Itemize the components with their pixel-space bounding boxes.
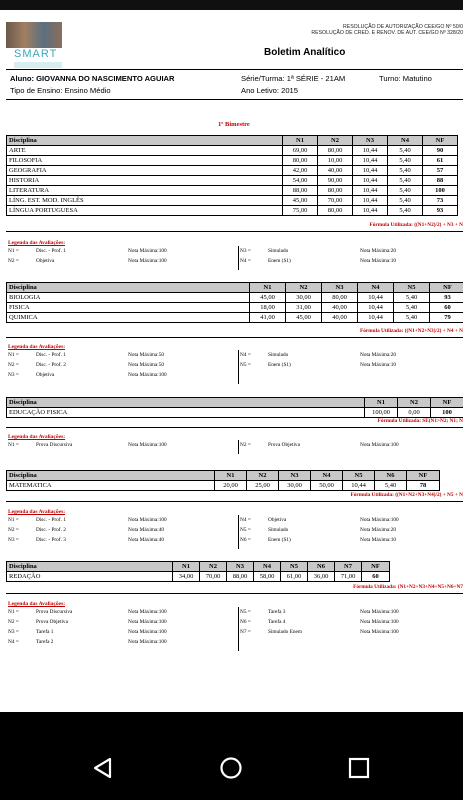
legend-item: N1 = Prova Discursiva Nota Máxima:100	[8, 609, 167, 615]
back-icon[interactable]	[90, 755, 116, 781]
page-title: Boletim Analítico	[264, 47, 346, 58]
grade-value: 45,00	[283, 196, 318, 206]
android-nav-bar	[0, 735, 463, 800]
grade-value: 5,40	[388, 176, 423, 186]
grade-value: 90,00	[318, 176, 353, 186]
grade-value: 88,00	[283, 186, 318, 196]
grade-table	[6, 135, 458, 216]
grade-value: 5,40	[388, 166, 423, 176]
final-grade: 90	[423, 146, 458, 156]
legend-item: N1 = Disc. - Prof. 1 Nota Máxima:100	[8, 517, 167, 523]
grade-value: 10,44	[358, 313, 394, 323]
grade-value: 80,00	[318, 186, 353, 196]
final-grade: 60	[362, 572, 390, 582]
grade-value: 25,00	[247, 481, 279, 491]
legend-item: N4 = Simulado Nota Máxima:20	[240, 352, 397, 358]
grade-value: 50,00	[311, 481, 343, 491]
grade-value: 40,00	[322, 313, 358, 323]
grade-value: 10,44	[353, 176, 388, 186]
table-header	[7, 562, 390, 572]
legend-item: N2 = Objetiva Nota Máxima:100	[8, 258, 167, 264]
grade-value: 10,44	[353, 186, 388, 196]
formula-text: Fórmula Utilizada: ((N1+N2+N3)/2) + N4 + N	[360, 328, 463, 334]
grade-value: 80,00	[318, 146, 353, 156]
column-header: NF	[423, 136, 458, 146]
legend-item: N3 = Simulado Nota Máxima:20	[240, 248, 397, 254]
column-header: Disciplina	[7, 283, 250, 293]
legend-item: N1 = Disc. - Prof. 1 Nota Máxima:50	[8, 352, 165, 358]
legend-item: N5 = Enem (S1) Nota Máxima:10	[240, 362, 397, 368]
table-row	[7, 293, 463, 303]
formula-text: Fórmula Utilizada: (N1+N2+N3+N4+N5+N6+N7	[353, 584, 463, 590]
formula-text: Fórmula Utilizada: ((N1+N2)/2) + N3 + N	[369, 222, 463, 228]
education-type: Tipo de Ensino: Ensino Médio	[10, 86, 111, 95]
grade-value: 70,00	[200, 572, 227, 582]
column-header: Disciplina	[7, 136, 283, 146]
legend-title: Legenda das Avaliações:	[8, 240, 66, 246]
legend-item: N2 = Prova Objetiva Nota Máxima:100	[8, 619, 167, 625]
subject-name: FISICA	[7, 303, 250, 313]
student-name: Aluno: GIOVANNA DO NASCIMENTO AGUIAR	[10, 74, 175, 83]
legend-item: N4 = Enem (S1) Nota Máxima:10	[240, 258, 397, 264]
final-grade: 93	[423, 206, 458, 216]
grade-value: 80,00	[283, 156, 318, 166]
legend-title: Legenda das Avaliações:	[8, 434, 66, 440]
column-header: N2	[286, 283, 322, 293]
column-header: N4	[254, 562, 281, 572]
legend-item: N5 = Tarefa 3 Nota Máxima:100	[240, 609, 399, 615]
grade-value: 5,40	[394, 293, 430, 303]
grade-value: 10,44	[358, 303, 394, 313]
final-grade: 88	[423, 176, 458, 186]
legend-item: N6 = Tarefa 4 Nota Máxima:100	[240, 619, 399, 625]
subject-name: HISTORIA	[7, 176, 283, 186]
grade-value: 36,00	[308, 572, 335, 582]
table-row	[7, 572, 390, 582]
grade-value: 10,44	[353, 156, 388, 166]
legend-item: N3 = Tarefa 1 Nota Máxima:100	[8, 629, 167, 635]
formula-text: Fórmula Utilizada: SE(N1>N2; N1; N	[377, 418, 463, 424]
grade-value: 40,00	[322, 303, 358, 313]
column-header: NF	[431, 398, 463, 408]
column-header: Disciplina	[7, 471, 215, 481]
grade-value: 10,44	[353, 146, 388, 156]
grade-table	[6, 470, 440, 491]
column-header: N3	[227, 562, 254, 572]
column-header: N2	[247, 471, 279, 481]
grade-value: 5,40	[394, 303, 430, 313]
column-header: N5	[343, 471, 375, 481]
column-header: Disciplina	[7, 562, 173, 572]
column-header: NF	[430, 283, 463, 293]
legend-item: N1 = Prova Discursiva Nota Máxima:100	[8, 442, 167, 448]
subject-name: MATEMATICA	[7, 481, 215, 491]
grade-value: 70,00	[318, 196, 353, 206]
grade-value: 5,40	[375, 481, 407, 491]
grade-table	[6, 561, 390, 582]
column-header: N7	[335, 562, 362, 572]
column-header: N1	[283, 136, 318, 146]
grade-value: 40,00	[318, 166, 353, 176]
logo-photo	[6, 22, 62, 48]
column-header: N4	[311, 471, 343, 481]
grade-value: 61,00	[281, 572, 308, 582]
legend-item: N2 = Disc. - Prof. 2 Nota Máxima:40	[8, 527, 165, 533]
legend-item: N7 = Simulado Enem Nota Máxima:100	[240, 629, 399, 635]
grade-value: 100,00	[365, 408, 398, 418]
column-header: N4	[358, 283, 394, 293]
grade-value: 30,00	[279, 481, 311, 491]
legend-title: Legenda das Avaliações:	[8, 344, 66, 350]
grade-value: 45,00	[250, 293, 286, 303]
formula-text: Fórmula Utilizada: ((N1+N2+N3+N4)/2) + N5 + N	[350, 492, 463, 498]
column-header: NF	[407, 471, 440, 481]
column-header: N1	[250, 283, 286, 293]
table-row	[7, 176, 458, 186]
legend-item: N4 = Objetiva Nota Máxima:100	[240, 517, 399, 523]
subject-name: ARTE	[7, 146, 283, 156]
table-header	[7, 471, 440, 481]
student-class: Série/Turma: 1ª SÉRIE - 21AM	[241, 74, 346, 83]
column-header: N6	[375, 471, 407, 481]
column-header: N1	[365, 398, 398, 408]
legend-item: N2 = Prova Objetiva Nota Máxima:100	[240, 442, 399, 448]
legend-title: Legenda das Avaliações:	[8, 601, 66, 607]
subject-name: EDUCAÇÃO FISICA	[7, 408, 365, 418]
grade-value: 20,00	[215, 481, 247, 491]
subject-name: LÍNG. EST. MOD. INGLÊS	[7, 196, 283, 206]
logo-text: SMART	[14, 48, 58, 60]
grade-value: 10,44	[343, 481, 375, 491]
grade-value: 71,00	[335, 572, 362, 582]
grade-value: 0,00	[398, 408, 431, 418]
school-logo	[6, 22, 62, 72]
table-row	[7, 408, 463, 418]
grade-value: 10,00	[318, 156, 353, 166]
legend-item: N2 = Disc. - Prof. 2 Nota Máxima:50	[8, 362, 165, 368]
grade-value: 88,00	[227, 572, 254, 582]
final-grade: 73	[423, 196, 458, 206]
grade-value: 5,40	[388, 206, 423, 216]
final-grade: 79	[430, 313, 463, 323]
grade-value: 42,00	[283, 166, 318, 176]
column-header: N3	[322, 283, 358, 293]
grade-value: 30,00	[286, 293, 322, 303]
grade-value: 34,00	[173, 572, 200, 582]
grade-value: 80,00	[322, 293, 358, 303]
grade-value: 5,40	[388, 196, 423, 206]
legend-item: N1 = Disc. - Prof. 1 Nota Máxima:100	[8, 248, 167, 254]
grade-value: 10,44	[353, 196, 388, 206]
table-row	[7, 186, 458, 196]
table-row	[7, 481, 440, 491]
subject-name: GEOGRAFIA	[7, 166, 283, 176]
document-page	[0, 10, 463, 712]
table-row	[7, 303, 463, 313]
subject-name: QUIMICA	[7, 313, 250, 323]
table-header	[7, 136, 458, 146]
table-row	[7, 146, 458, 156]
table-row	[7, 196, 458, 206]
grade-value: 45,00	[286, 313, 322, 323]
column-header: N5	[281, 562, 308, 572]
column-header: N1	[173, 562, 200, 572]
grade-value: 41,00	[250, 313, 286, 323]
table-row	[7, 206, 458, 216]
student-shift: Turno: Matutino	[379, 74, 432, 83]
legend-item: N6 = Enem (S1) Nota Máxima:10	[240, 537, 397, 543]
grade-value: 18,00	[250, 303, 286, 313]
final-grade: 100	[423, 186, 458, 196]
column-header: N6	[308, 562, 335, 572]
table-row	[7, 166, 458, 176]
grade-value: 10,44	[358, 293, 394, 303]
grade-value: 75,00	[283, 206, 318, 216]
legend-item: N3 = Disc. - Prof. 3 Nota Máxima:40	[8, 537, 165, 543]
grade-value: 10,44	[353, 166, 388, 176]
table-header	[7, 398, 463, 408]
final-grade: 61	[423, 156, 458, 166]
column-header: N2	[318, 136, 353, 146]
grade-value: 31,00	[286, 303, 322, 313]
subject-name: FILOSOFIA	[7, 156, 283, 166]
legend-item: N5 = Simulado Nota Máxima:20	[240, 527, 397, 533]
column-header: N3	[279, 471, 311, 481]
subject-name: BIOLOGIA	[7, 293, 250, 303]
column-header: N2	[398, 398, 431, 408]
column-header: N4	[388, 136, 423, 146]
grade-value: 58,00	[254, 572, 281, 582]
grade-value: 54,00	[283, 176, 318, 186]
column-header: N1	[215, 471, 247, 481]
status-bar	[0, 0, 463, 10]
subject-name: REDAÇÃO	[7, 572, 173, 582]
table-header	[7, 283, 463, 293]
grade-value: 5,40	[394, 313, 430, 323]
column-header: N5	[394, 283, 430, 293]
final-grade: 78	[407, 481, 440, 491]
grade-value: 5,40	[388, 156, 423, 166]
grade-value: 80,00	[318, 206, 353, 216]
subject-name: LITERATURA	[7, 186, 283, 196]
column-header: N2	[200, 562, 227, 572]
grade-table	[6, 397, 463, 418]
recents-icon[interactable]	[346, 755, 372, 781]
legend-title: Legenda das Avaliações:	[8, 509, 66, 515]
subject-name: LÍNGUA PORTUGUESA	[7, 206, 283, 216]
grade-value: 10,44	[353, 206, 388, 216]
grade-value: 5,40	[388, 146, 423, 156]
grade-value: 5,40	[388, 186, 423, 196]
column-header: N3	[353, 136, 388, 146]
legend-item: N4 = Tarefa 2 Nota Máxima:100	[8, 639, 167, 645]
grade-table	[6, 282, 463, 323]
column-header: NF	[362, 562, 390, 572]
table-row	[7, 156, 458, 166]
final-grade: 100	[431, 408, 463, 418]
final-grade: 60	[430, 303, 463, 313]
grade-value: 69,00	[283, 146, 318, 156]
home-icon[interactable]	[218, 755, 244, 781]
table-row	[7, 313, 463, 323]
final-grade: 93	[430, 293, 463, 303]
column-header: Disciplina	[7, 398, 365, 408]
school-year: Ano Letivo: 2015	[241, 86, 298, 95]
legend-item: N3 = Objetiva Nota Máxima:100	[8, 372, 167, 378]
bimestre-label: 1º Bimestre	[218, 121, 250, 128]
authorization-text: RESOLUÇÃO DE AUTORIZAÇÃO CEE/GO Nº 50/0 RESOLUÇÃO DE CRED. E RENOV. DE AUT. CEE/GO Nº 328/20	[311, 24, 463, 36]
final-grade: 57	[423, 166, 458, 176]
